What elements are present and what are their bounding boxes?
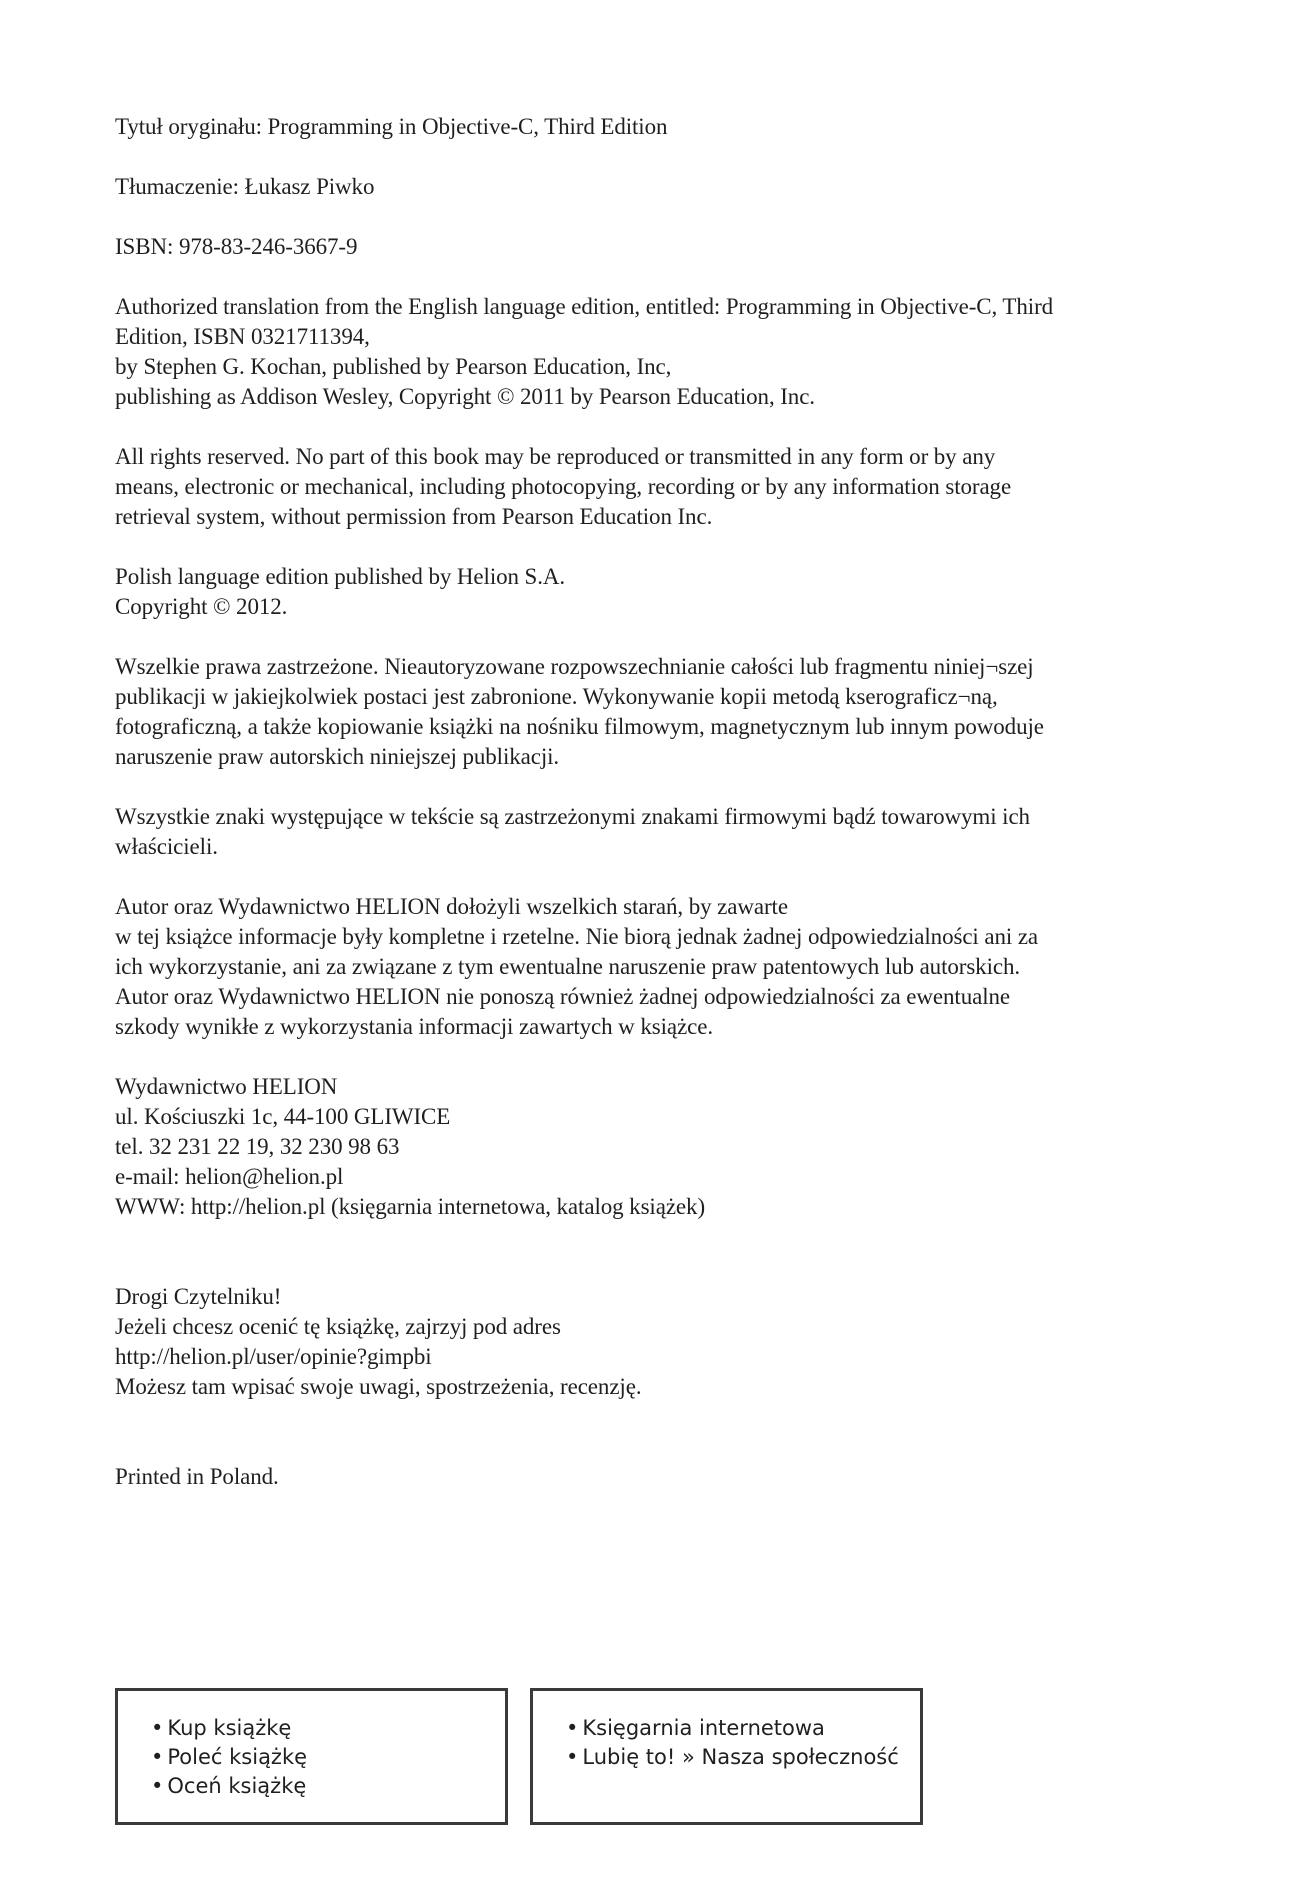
rights-reserved-english bbox=[115, 442, 1195, 532]
text-line: publikacji w jakiejkolwiek postaci jest zabronione. Wykonywanie kopii metodą kserograficz¬ną, bbox=[115, 684, 998, 709]
text-line: ul. Kościuszki 1c, 44-100 GLIWICE bbox=[115, 1104, 451, 1129]
text-line: ISBN: 978-83-246-3667-9 bbox=[115, 234, 358, 259]
text-line: publishing as Addison Wesley, Copyright © 2011 by Pearson Education, Inc. bbox=[115, 384, 815, 409]
text-line: Copyright © 2012. bbox=[115, 594, 288, 619]
printed-in bbox=[115, 1462, 1195, 1492]
text-line: naruszenie praw autorskich niniejszej publikacji. bbox=[115, 744, 560, 769]
text-line: http://helion.pl/user/opinie?gimpbi bbox=[115, 1344, 432, 1369]
text-line: All rights reserved. No part of this book may be reproduced or transmitted in any form or by any bbox=[115, 444, 996, 469]
link-label: Księgarnia internetowa bbox=[582, 1716, 825, 1740]
text-line: by Stephen G. Kochan, published by Pearson Education, Inc, bbox=[115, 354, 672, 379]
store-links-box bbox=[530, 1688, 923, 1825]
translator bbox=[115, 172, 1195, 202]
trademarks-notice bbox=[115, 802, 1195, 862]
publisher-address bbox=[115, 1072, 1195, 1222]
text-line: Możesz tam wpisać swoje uwagi, spostrzeżenia, recenzję. bbox=[115, 1374, 642, 1399]
online-bookstore-link[interactable] bbox=[566, 1714, 920, 1743]
reader-note bbox=[115, 1282, 1195, 1402]
text-line: Printed in Poland. bbox=[115, 1464, 279, 1489]
text-line: retrieval system, without permission from Pearson Education Inc. bbox=[115, 504, 713, 529]
text-line: Wszystkie znaki występujące w tekście są zastrzeżonymi znakami firmowymi bądź towarowymi ich bbox=[115, 804, 1030, 829]
text-line: Autor oraz Wydawnictwo HELION nie ponoszą również żadnej odpowiedzialności za ewentualne bbox=[115, 984, 1011, 1009]
rights-reserved-polish bbox=[115, 652, 1195, 772]
text-line: Autor oraz Wydawnictwo HELION dołożyli wszelkich starań, by zawarte bbox=[115, 894, 788, 919]
bullet-icon: • bbox=[151, 1745, 164, 1769]
original-title bbox=[115, 112, 1195, 142]
polish-edition-notice bbox=[115, 562, 1195, 622]
buy-book-link[interactable] bbox=[151, 1714, 505, 1743]
text-line: ich wykorzystanie, ani za związane z tym ewentualne naruszenie praw patentowych lub autorskich. bbox=[115, 954, 1021, 979]
liability-disclaimer bbox=[115, 892, 1195, 1042]
authorized-translation-notice bbox=[115, 292, 1195, 412]
text-line: Wszelkie prawa zastrzeżone. Nieautoryzowane rozpowszechnianie całości lub fragmentu niniej¬szej bbox=[115, 654, 1034, 679]
text-line: Polish language edition published by Helion S.A. bbox=[115, 564, 566, 589]
isbn bbox=[115, 232, 1195, 262]
text-line: means, electronic or mechanical, including photocopying, recording or by any information storage bbox=[115, 474, 1012, 499]
link-label: Oceń książkę bbox=[167, 1774, 307, 1798]
text-line: właścicieli. bbox=[115, 834, 218, 859]
text-line: fotograficzną, a także kopiowanie książki na nośniku filmowym, magnetycznym lub innym powoduje bbox=[115, 714, 1044, 739]
bullet-icon: • bbox=[566, 1745, 579, 1769]
bullet-icon: • bbox=[566, 1716, 579, 1740]
link-label: Lubię to! » Nasza społeczność bbox=[582, 1745, 899, 1769]
text-line: Tytuł oryginału: Programming in Objective-C, Third Edition bbox=[115, 114, 668, 139]
link-label: Poleć książkę bbox=[167, 1745, 308, 1769]
text-line: Drogi Czytelniku! bbox=[115, 1284, 282, 1309]
text-line: Jeżeli chcesz ocenić tę książkę, zajrzyj pod adres bbox=[115, 1314, 561, 1339]
text-line: Authorized translation from the English language edition, entitled: Programming in Objective-C, Third bbox=[115, 294, 1054, 319]
text-line: w tej książce informacje były kompletne i rzetelne. Nie biorą jednak żadnej odpowiedzialności ani za bbox=[115, 924, 1039, 949]
text-line: e-mail: helion@helion.pl bbox=[115, 1164, 344, 1189]
text-line: WWW: http://helion.pl (księgarnia internetowa, katalog książek) bbox=[115, 1194, 706, 1219]
text-line: Tłumaczenie: Łukasz Piwko bbox=[115, 174, 375, 199]
text-line: Edition, ISBN 0321711394, bbox=[115, 324, 370, 349]
link-label: Kup książkę bbox=[167, 1716, 292, 1740]
text-line: tel. 32 231 22 19, 32 230 98 63 bbox=[115, 1134, 400, 1159]
bullet-icon: • bbox=[151, 1774, 164, 1798]
copyright-page bbox=[115, 112, 1195, 1522]
text-line: szkody wynikłe z wykorzystania informacji zawartych w książce. bbox=[115, 1014, 713, 1039]
bullet-icon: • bbox=[151, 1716, 164, 1740]
rate-book-link[interactable] bbox=[151, 1772, 505, 1801]
book-actions-box bbox=[115, 1688, 508, 1825]
text-line: Wydawnictwo HELION bbox=[115, 1074, 338, 1099]
community-link[interactable] bbox=[566, 1743, 920, 1772]
recommend-book-link[interactable] bbox=[151, 1743, 505, 1772]
